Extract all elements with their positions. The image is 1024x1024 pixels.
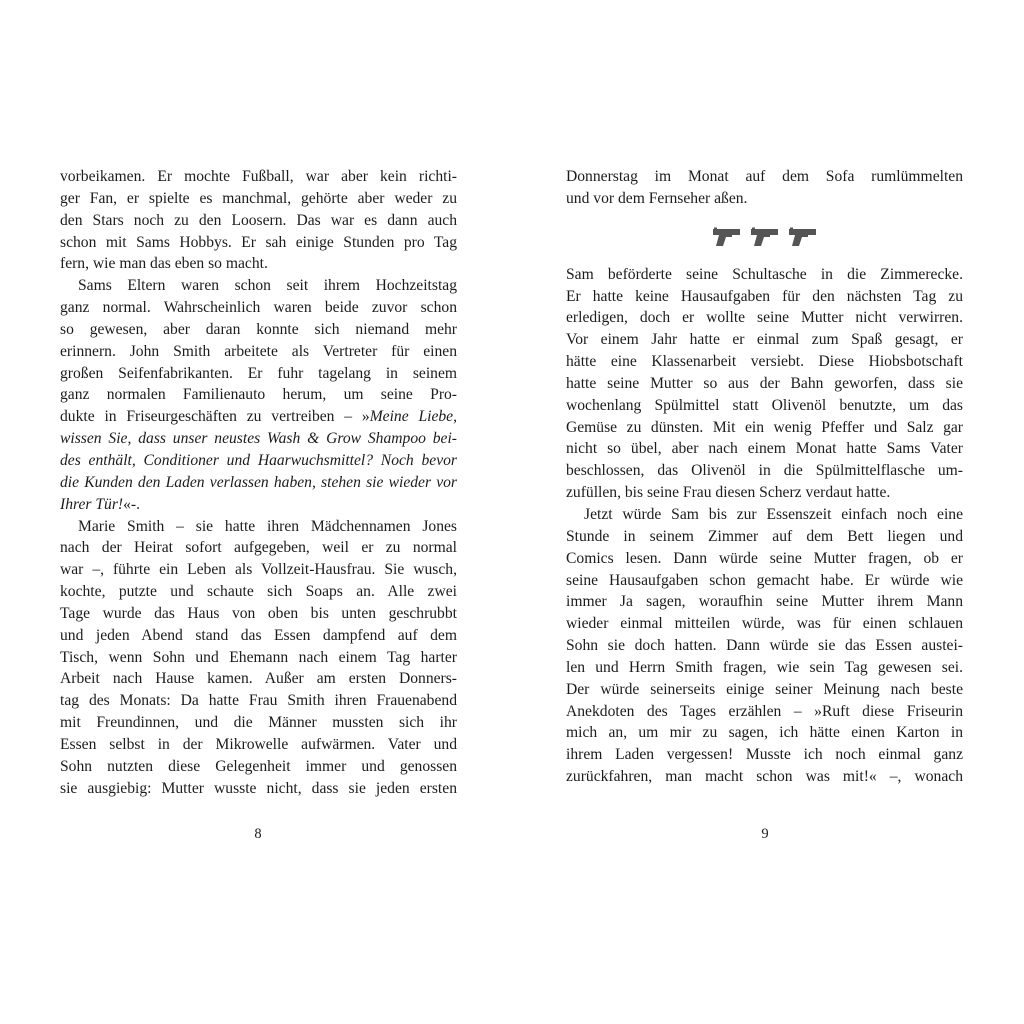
text-line: tag des Monats: Da hatte Frau Smith ihren Frauenabend [60, 692, 457, 710]
pistol-icon [788, 226, 818, 248]
text-line: Anekdoten des Tages erzählen – »Ruft diese Friseurin [566, 702, 963, 720]
text-line-italic: des enthält, Conditioner und Haarwuchsmittel? Noch bevor [60, 451, 457, 469]
text-line: beschlossen, das Olivenöl in die Spülmittelflasche um- [566, 462, 963, 480]
text-line-mixed [60, 494, 457, 516]
text-line: war –, führte ein Leben als Vollzeit-Hausfrau. Sie wusch, [60, 561, 457, 579]
text-line: erinnern. John Smith arbeitete als Vertreter für einen [60, 342, 457, 360]
pistol-icon [712, 226, 742, 248]
text-line: nach der Heirat sofort aufgegeben, weil er zu normal [60, 539, 457, 557]
text-line-mixed [60, 406, 457, 428]
page-number-right: 9 [761, 826, 769, 842]
text-line: hätte eine Klassenarbeit versiebt. Diese Hiobsbotschaft [566, 353, 963, 371]
roman-text: «-. [123, 495, 140, 513]
text-line: Er hatte keine Hausaufgaben für den nächsten Tag zu [566, 287, 963, 305]
italic-text: Ihrer Tür! [60, 495, 124, 513]
section-break-ornament [566, 210, 963, 264]
text-line: Marie Smith – sie hatte ihren Mädchennamen Jones [78, 517, 457, 535]
text-line-italic: die Kunden den Laden verlassen haben, stehen sie wieder vor [60, 473, 457, 491]
text-line: wochenlang Spülmittel statt Olivenöl benutzte, um das [566, 396, 963, 414]
text-line: sie ausgiebig: Mutter wusste nicht, dass sie jeden ersten [60, 779, 457, 797]
page-number-left: 8 [254, 826, 262, 842]
text-line: Vor einem Jahr hatte er einmal zum Spaß gesagt, er [566, 331, 963, 349]
text-line: hatte seine Mutter so aus der Bahn geworfen, dass sie [566, 374, 963, 392]
text-line-italic: wissen Sie, dass unser neustes Wash & Grow Shampoo bei- [60, 430, 457, 448]
text-line: Sam beförderte seine Schultasche in die Zimmerecke. [566, 265, 963, 283]
text-line: Tisch, wenn Sohn und Ehemann nach einem Tag harter [60, 648, 457, 666]
text-line: immer Ja sagen, woraufhin seine Mutter ihrem Mann [566, 593, 963, 611]
text-line: Jetzt würde Sam bis zur Essenszeit einfach noch eine [584, 505, 963, 523]
text-line: zurückfahren, man macht schon was mit!« –, wonach [566, 768, 963, 786]
text-line: so gewesen, aber daran konnte sich niemand mehr [60, 320, 457, 338]
text-line: vorbeikamen. Er mochte Fußball, war aber kein richti- [60, 168, 457, 185]
text-line: Der würde seinerseits einige seiner Meinung nach beste [566, 680, 963, 698]
text-line: ihrem Laden vergessen! Musste ich noch einmal ganz [566, 746, 963, 764]
text-line: und vor dem Fernseher aßen. [566, 189, 748, 207]
right-page [566, 166, 963, 788]
text-line: ganz normal. Wahrscheinlich waren beide zuvor schon [60, 299, 457, 317]
text-line: Arbeit nach Hause kamen. Außer am ersten Donners- [60, 670, 457, 688]
text-line: Sams Eltern waren schon seit ihrem Hochzeitstag [78, 277, 457, 295]
text-line: Essen selbst in der Mikrowelle aufwärmen. Vater und [60, 735, 457, 753]
text-line: Donnerstag im Monat auf dem Sofa rumlümmelten [566, 168, 963, 185]
text-line: mit Freundinnen, und die Männer mussten sich ihr [60, 714, 457, 732]
text-line: zufüllen, bis seine Frau diesen Scherz verdaut hatte. [566, 484, 891, 502]
text-line: und jeden Abend stand das Essen dampfend auf dem [60, 626, 457, 644]
text-line: seine Hausaufgaben schon gemacht habe. Er würde wie [566, 571, 963, 589]
text-line: Sohn sie doch hatten. Dann würde sie das Essen austei- [566, 637, 963, 655]
text-line: Gemüse zu dünsten. Mit ein wenig Pfeffer und Salz gar [566, 418, 963, 436]
text-line: mich an, um mir zu sagen, ich hätte einen Karton in [566, 724, 963, 742]
roman-text: dukte in Friseurgeschäften zu vertreiben – » [60, 408, 370, 426]
text-line: Stunde in seinem Zimmer auf dem Bett liegen und [566, 527, 963, 545]
text-line: ganz normalen Familienauto herum, um seine Pro- [60, 386, 457, 404]
text-line: großen Seifenfabrikanten. Er fuhr tagelang in seinem [60, 364, 457, 382]
text-line: fern, wie man das eben so macht. [60, 255, 268, 273]
text-line: Tage wurde das Haus von oben bis unten geschrubbt [60, 604, 457, 622]
text-line: ger Fan, er spielte es manchmal, gehörte aber weder zu [60, 189, 457, 207]
pistol-icon [750, 226, 780, 248]
italic-text: Meine Liebe, [369, 408, 457, 426]
text-line: den Stars noch zu den Loosern. Das war es dann auch [60, 211, 457, 229]
text-line: erledigen, doch er wollte seine Mutter nicht verwirren. [566, 309, 963, 327]
text-line: len und Herrn Smith fragen, wie sein Tag gewesen sei. [566, 658, 963, 676]
left-page [60, 166, 457, 799]
text-line: nicht so übel, aber nach einem Monat hatte Sams Vater [566, 440, 963, 458]
text-line: Sohn nutzten diese Gelegenheit immer und genossen [60, 757, 457, 775]
text-line: Comics lesen. Dann würde seine Mutter fragen, ob er [566, 549, 963, 567]
text-line: wieder einmal mitteilen würde, was für einen schlauen [566, 615, 963, 633]
text-line: kochte, putzte und schaute sich Soaps an. Alle zwei [60, 583, 457, 601]
text-line: schon mit Sams Hobbys. Er sah einige Stunden pro Tag [60, 233, 457, 251]
